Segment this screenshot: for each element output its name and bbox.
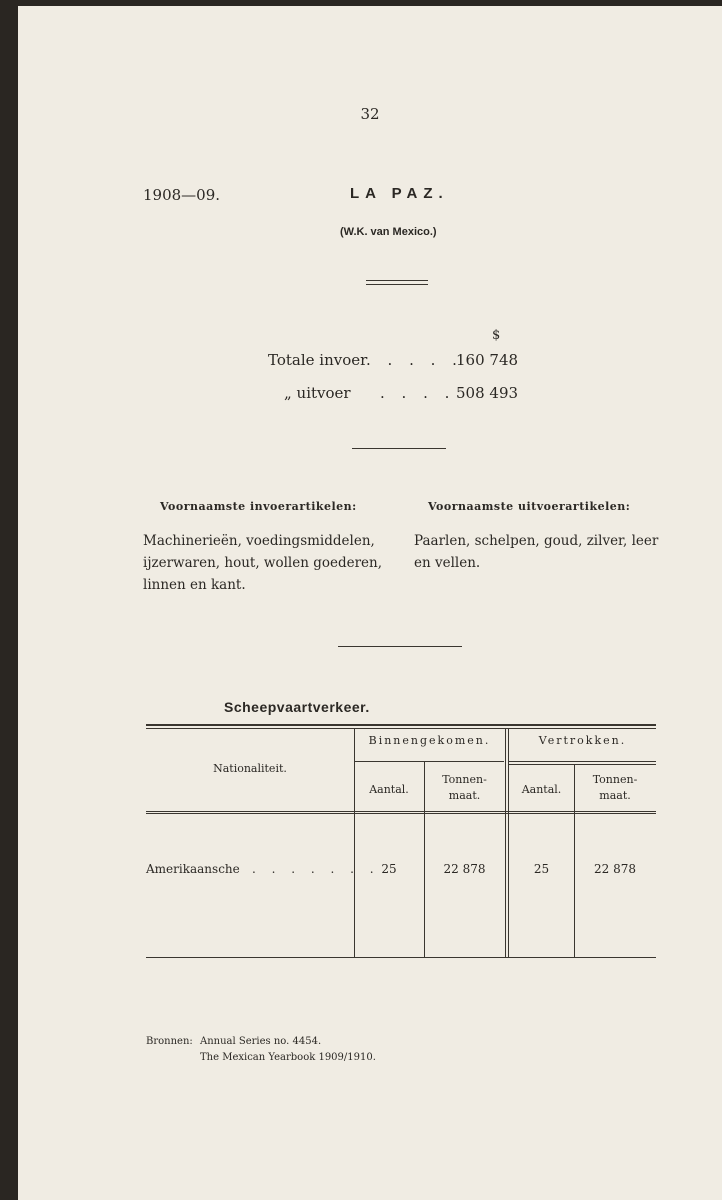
page-number: 32 — [360, 105, 380, 123]
col-header-in-tonnage — [424, 772, 505, 804]
currency-symbol: $ — [492, 328, 501, 343]
row-in-tonnage: 22 878 — [443, 862, 486, 876]
row-out-tonnage: 22 878 — [594, 862, 636, 876]
double-rule-bottom — [366, 284, 428, 285]
subtitle: (W.K. van Mexico.) — [340, 226, 437, 238]
row-out-count: 25 — [533, 862, 550, 876]
col-header-out-tonnage — [574, 772, 656, 804]
trade-row-export-dots: . . . . — [380, 384, 456, 402]
trade-row-export-value: 508 493 — [456, 384, 519, 402]
col-header-tonnage-line: maat. — [448, 789, 481, 802]
table-top-rule — [146, 724, 656, 726]
imports-line: Machinerieën, voedingsmiddelen, — [143, 533, 375, 549]
col-header-tonnage-line: Tonnen- — [442, 773, 487, 786]
table-header-rule-2 — [146, 813, 656, 814]
place-title: LA PAZ. — [350, 185, 449, 202]
imports-heading: Voornaamste invoerartikelen: — [160, 500, 357, 513]
col-divider — [354, 729, 355, 957]
row-nationality: Amerikaansche — [146, 862, 240, 876]
trade-row-export-label: „ uitvoer — [284, 384, 351, 402]
trade-row-import-label: Totale invoer — [268, 351, 368, 369]
col-header-nationality: Nationaliteit. — [213, 762, 287, 775]
col-header-group-out: Vertrokken. — [538, 734, 627, 747]
row-dots: . . . . . . . — [252, 862, 380, 876]
trade-row-import-dots: . . . . . — [366, 351, 463, 369]
col-divider — [505, 729, 506, 957]
exports-heading: Voornaamste uitvoerartikelen: — [428, 500, 631, 513]
col-divider — [508, 729, 509, 957]
exports-line: en vellen. — [414, 555, 481, 571]
group-in-rule — [354, 761, 504, 762]
group-out-rule — [509, 761, 656, 762]
imports-line: ijzerwaren, hout, wollen goederen, — [143, 555, 383, 571]
double-rule-top — [366, 280, 428, 281]
table-header-rule — [146, 811, 656, 812]
imports-line: linnen en kant. — [143, 577, 246, 593]
section-rule — [352, 448, 446, 449]
sources-item: Annual Series no. 4454. — [200, 1036, 322, 1047]
col-header-out-count: Aantal. — [521, 783, 562, 796]
sources-item: The Mexican Yearbook 1909/1910. — [200, 1052, 376, 1063]
years-label: 1908—09. — [143, 186, 221, 204]
exports-line: Paarlen, schelpen, goud, zilver, leer — [414, 533, 659, 549]
group-out-rule-2 — [509, 764, 656, 765]
col-header-tonnage-line: maat. — [599, 789, 631, 802]
row-in-count: 25 — [381, 862, 397, 876]
document-page — [18, 6, 722, 1200]
sources-label: Bronnen: — [146, 1036, 193, 1047]
shipping-title: Scheepvaartverkeer. — [224, 699, 370, 715]
table-bottom-rule — [146, 957, 656, 958]
trade-row-import-value: 160 748 — [456, 351, 519, 369]
exports-list — [414, 530, 684, 574]
col-header-group-in: Binnengekomen. — [368, 734, 491, 747]
table-top-rule-thin — [146, 728, 656, 729]
col-header-in-count: Aantal. — [369, 783, 409, 796]
col-header-tonnage-line: Tonnen- — [592, 773, 638, 786]
imports-list — [143, 530, 393, 596]
section-rule-2 — [338, 646, 462, 647]
